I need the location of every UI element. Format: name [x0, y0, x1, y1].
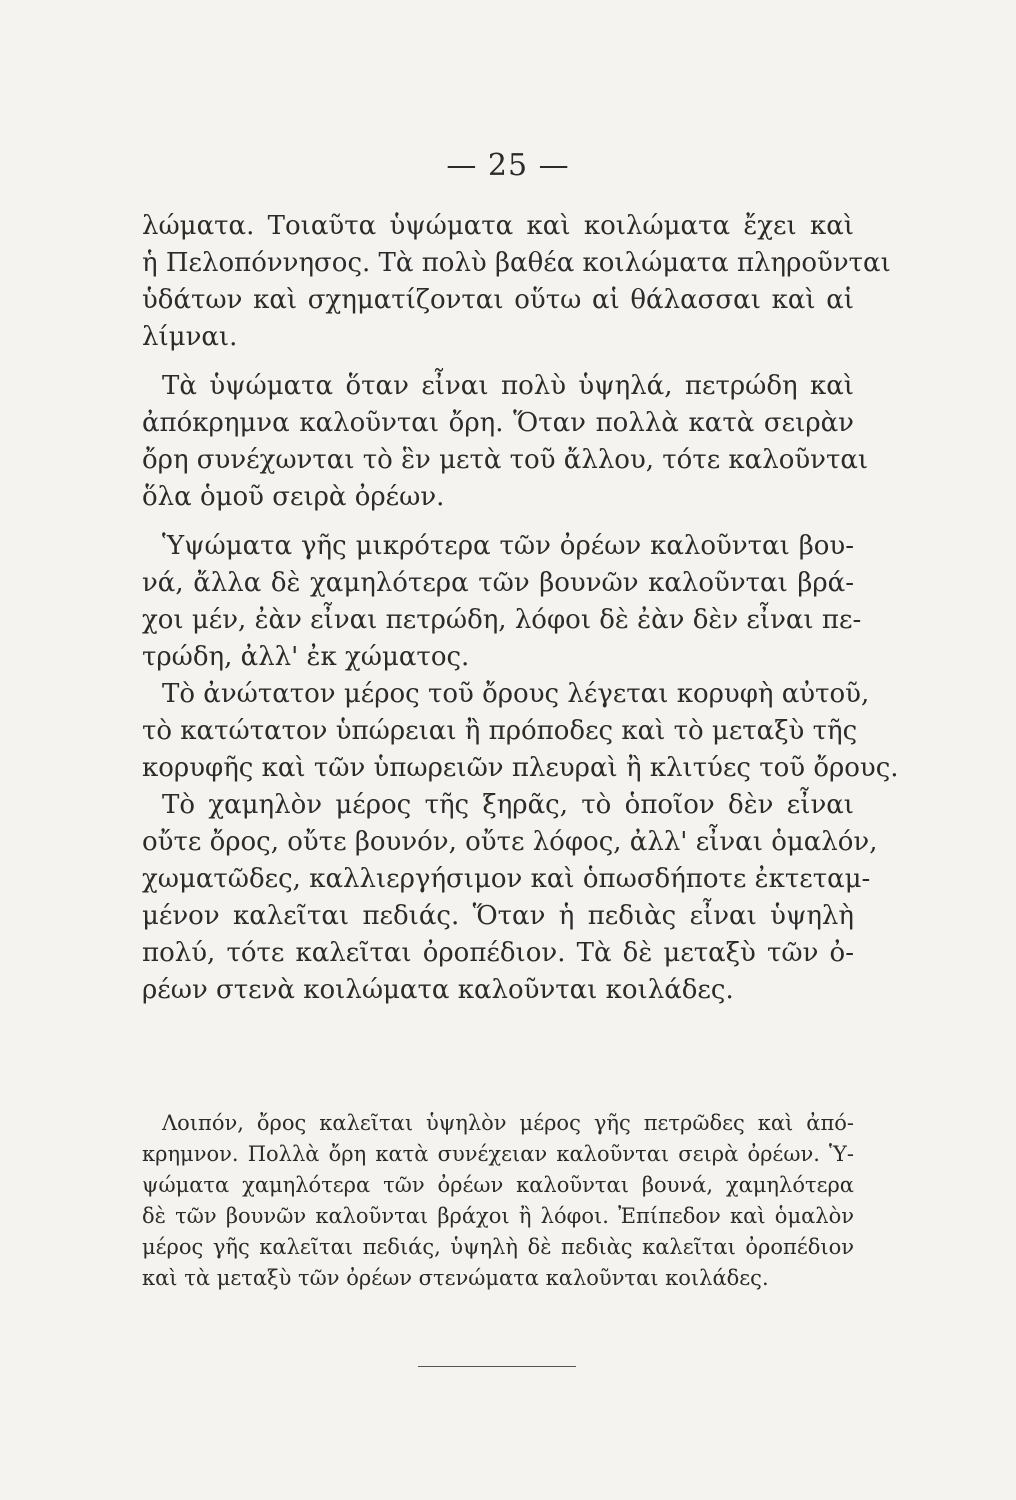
text-line: Τὰ ὑψώματα ὅταν εἶναι πολὺ ὑψηλά, πετρώδη καὶ	[162, 371, 854, 401]
summary-line: μέρος γῆς καλεῖται πεδιάς, ὑψηλὴ δὲ πεδιὰς καλεῖται ὀροπέδιον	[142, 1235, 854, 1259]
text-line: ἡ Πελοπόννησος. Τὰ πολὺ βαθέα κοιλώματα πληροῦνται	[142, 248, 891, 278]
paragraph-4	[142, 676, 899, 787]
text-line: τρώδη, ἀλλ' ἐκ χώματος.	[142, 642, 470, 672]
text-line: ρέων στενὰ κοιλώματα καλοῦνται κοιλάδες.	[142, 975, 734, 1005]
paragraph-2	[142, 368, 869, 516]
text-line: ὅλα ὁμοῦ σειρὰ ὀρέων.	[142, 482, 445, 512]
summary-line: δὲ τῶν βουνῶν καλοῦνται βράχοι ἢ λόφοι. Ἐπίπεδον καὶ ὁμαλὸν	[142, 1204, 854, 1228]
page-number: — 25 —	[446, 148, 570, 183]
end-rule	[418, 1366, 576, 1367]
text-line: πολύ, τότε καλεῖται ὀροπέδιον. Τὰ δὲ μεταξὺ τῶν ὀ-	[142, 938, 854, 968]
paragraph-gap	[142, 356, 854, 368]
text-line: χοι μέν, ἐὰν εἶναι πετρώδη, λόφοι δὲ ἐὰν δὲν εἶναι πε-	[142, 605, 862, 635]
text-line: τὸ κατώτατον ὑπώρειαι ἢ πρόποδες καὶ τὸ μεταξὺ τῆς	[142, 716, 858, 746]
text-line: λώματα. Τοιαῦτα ὑψώματα καὶ κοιλώματα ἔχει καὶ	[142, 211, 854, 241]
summary-line: καὶ τὰ μεταξὺ τῶν ὀρέων στενώματα καλοῦνται κοιλάδες.	[142, 1266, 769, 1290]
text-line: Τὸ ἀνώτατον μέρος τοῦ ὄρους λέγεται κορυφὴ αὐτοῦ,	[162, 679, 870, 709]
text-line: ὑδάτων καὶ σχηματίζονται οὕτω αἱ θάλασσαι καὶ αἱ	[142, 285, 854, 315]
text-line: ὄρη συνέχωνται τὸ ἓν μετὰ τοῦ ἄλλου, τότε καλοῦνται	[142, 445, 869, 475]
text-line: νά, ἄλλα δὲ χαμηλότερα τῶν βουνῶν καλοῦνται βρά-	[142, 568, 854, 598]
paragraph-5	[142, 787, 878, 1009]
text-line: χωματῶδες, καλλιεργήσιμον καὶ ὁπωσδήποτε ἐκτεταμ-	[142, 864, 871, 894]
summary-line: κρημνον. Πολλὰ ὄρη κατὰ συνέχειαν καλοῦνται σειρὰ ὀρέων. Ὑ-	[142, 1142, 854, 1166]
paragraph-1	[142, 208, 891, 356]
paragraph-3	[142, 528, 862, 676]
summary-paragraph	[142, 1108, 854, 1294]
text-line: λίμναι.	[142, 322, 238, 352]
text-line: Τὸ χαμηλὸν μέρος τῆς ξηρᾶς, τὸ ὁποῖον δὲν εἶναι	[162, 790, 854, 820]
text-line: οὔτε ὄρος, οὔτε βουνόν, οὔτε λόφος, ἀλλ' εἶναι ὁμαλόν,	[142, 827, 878, 857]
summary-line: ψώματα χαμηλότερα τῶν ὀρέων καλοῦνται βουνά, χαμηλότερα	[142, 1173, 854, 1197]
body-text	[142, 208, 899, 1009]
text-line: Ὑψώματα γῆς μικρότερα τῶν ὀρέων καλοῦνται βου-	[162, 531, 854, 561]
text-line: ἀπόκρημνα καλοῦνται ὄρη. Ὅταν πολλὰ κατὰ σειρὰν	[142, 408, 854, 438]
text-line: μένον καλεῖται πεδιάς. Ὅταν ἡ πεδιὰς εἶναι ὑψηλὴ	[142, 901, 854, 931]
text-line: κορυφῆς καὶ τῶν ὑπωρειῶν πλευραὶ ἢ κλιτύες τοῦ ὄρους.	[142, 753, 899, 783]
paragraph-gap	[142, 516, 854, 528]
summary-line: Λοιπόν, ὄρος καλεῖται ὑψηλὸν μέρος γῆς πετρῶδες καὶ ἀπό-	[162, 1111, 854, 1135]
